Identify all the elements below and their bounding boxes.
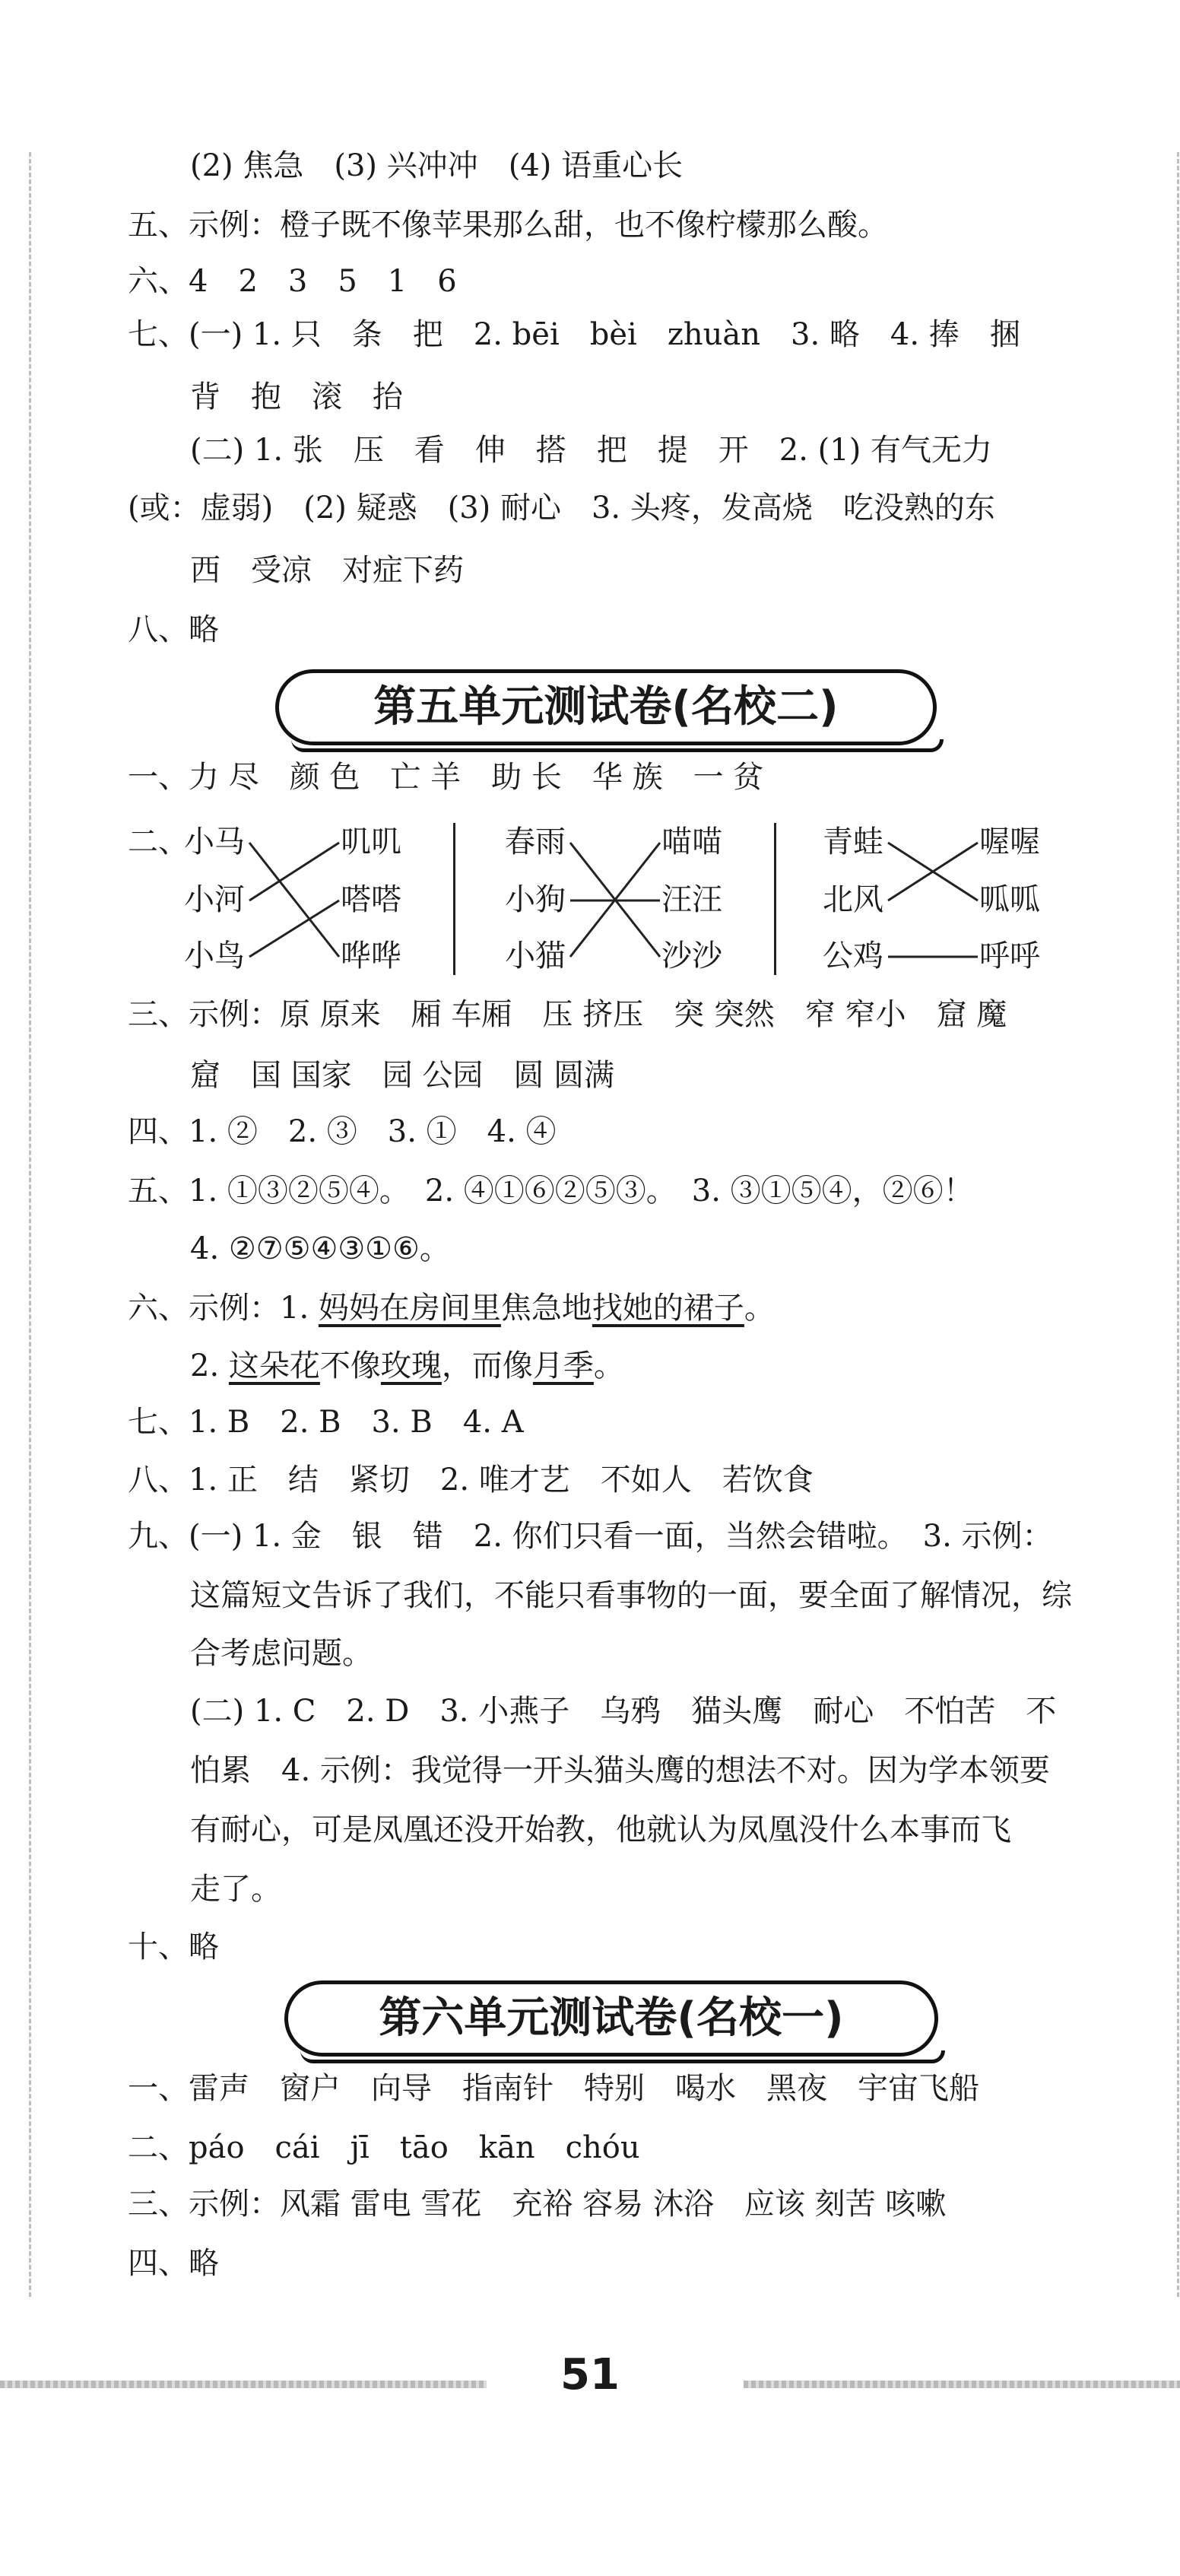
match-right-word: 喔喔 bbox=[979, 824, 1040, 859]
answer-line: 西 受凉 对症下药 bbox=[190, 553, 464, 588]
answer-line: (二) 1. C 2. D 3. 小燕子 乌鸦 猫头鹰 耐心 不怕苦 不 bbox=[190, 1694, 1057, 1729]
match-left-word: 小河 bbox=[184, 882, 245, 917]
match-right-word: 呱呱 bbox=[979, 882, 1040, 917]
answer-line: 4. ②⑦⑤④③①⑥。 bbox=[190, 1231, 450, 1266]
group-divider bbox=[453, 823, 455, 975]
match-left-word: 春雨 bbox=[505, 824, 566, 859]
answer-text: 不像 bbox=[319, 1348, 381, 1383]
answer-line: 七、1. B 2. B 3. B 4. A bbox=[128, 1405, 524, 1440]
answer-text: 。 bbox=[744, 1291, 775, 1326]
section-title-unit6: 第六单元测试卷(名校一) bbox=[284, 1980, 938, 2057]
answer-line: 十、略 bbox=[128, 1930, 219, 1965]
match-left-word: 小狗 bbox=[505, 882, 566, 917]
footer-rule-left bbox=[0, 2381, 487, 2388]
right-dashed-margin bbox=[1177, 152, 1179, 2297]
answer-line: 合考虑问题。 bbox=[190, 1636, 373, 1671]
match-lines-2 bbox=[566, 821, 665, 981]
page-number: 51 bbox=[560, 2350, 620, 2400]
answer-line: 走了。 bbox=[190, 1872, 281, 1907]
answer-line: 五、1. ①③②⑤④。 2. ④①⑥②⑤③。 3. ③①⑤④，②⑥！ bbox=[128, 1174, 974, 1209]
match-right-word: 叽叽 bbox=[341, 824, 401, 859]
answer-line: 六、4 2 3 5 1 6 bbox=[128, 264, 457, 299]
answer-line: 窟 国 国家 园 公园 圆 圆满 bbox=[190, 1058, 615, 1093]
answer-line: 一、雷声 窗户 向导 指南针 特别 喝水 黑夜 宇宙飞船 bbox=[128, 2071, 979, 2106]
answer-text: 焦急地 bbox=[500, 1291, 592, 1326]
match-right-word: 呼呼 bbox=[979, 939, 1040, 974]
footer-rule-right bbox=[744, 2381, 1180, 2388]
underlined-phrase: 找她的裙子 bbox=[592, 1291, 744, 1326]
answer-line: 四、略 bbox=[128, 2246, 219, 2281]
match-right-word: 汪汪 bbox=[661, 882, 722, 917]
answer-line: 背 抱 滚 抬 bbox=[190, 380, 403, 415]
match-lines-3 bbox=[883, 821, 982, 981]
answer-line: 八、1. 正 结 紧切 2. 唯才艺 不如人 若饮食 bbox=[128, 1463, 814, 1498]
underlined-phrase: 玫瑰 bbox=[380, 1348, 442, 1383]
match-left-word: 公鸡 bbox=[823, 939, 883, 974]
answer-text: ，而像 bbox=[441, 1348, 533, 1383]
match-left-word: 小马 bbox=[184, 824, 245, 859]
match-right-word: 喵喵 bbox=[661, 824, 722, 859]
answer-line-underlined bbox=[190, 1345, 1178, 1387]
answer-line: (二) 1. 张 压 看 伸 搭 把 提 开 2. (1) 有气无力 bbox=[190, 433, 993, 468]
answer-line: 这篇短文告诉了我们，不能只看事物的一面，要全面了解情况，综 bbox=[190, 1578, 1072, 1613]
match-lines-1 bbox=[245, 821, 344, 981]
left-dashed-margin bbox=[29, 152, 31, 2297]
answer-line: 八、略 bbox=[128, 612, 219, 647]
section-title-unit5: 第五单元测试卷(名校二) bbox=[275, 669, 937, 745]
match-left-word: 小猫 bbox=[505, 939, 566, 974]
underlined-phrase: 妈妈在房间里 bbox=[318, 1291, 501, 1326]
match-right-word: 嗒嗒 bbox=[341, 882, 401, 917]
answer-line: 二、páo cái jī tāo kān chóu bbox=[128, 2130, 640, 2165]
underlined-phrase: 这朵花 bbox=[228, 1348, 320, 1383]
answer-line-underlined bbox=[128, 1287, 1116, 1329]
answer-line: 一、力 尽 颜 色 亡 羊 助 长 华 族 一 贫 bbox=[128, 760, 764, 795]
answer-line: 怕累 4. 示例：我觉得一开头猫头鹰的想法不对。因为学本领要 bbox=[190, 1753, 1050, 1788]
answer-text: 。 bbox=[593, 1348, 624, 1383]
answer-line: 七、(一) 1. 只 条 把 2. bēi bèi zhuàn 3. 略 4. 捧 捆 bbox=[128, 317, 1020, 352]
answer-line: 四、1. ② 2. ③ 3. ① 4. ④ bbox=[128, 1114, 557, 1149]
match-right-word: 哗哗 bbox=[341, 939, 401, 974]
underlined-phrase: 月季 bbox=[532, 1348, 594, 1383]
answer-line: (2) 焦急 (3) 兴冲冲 (4) 语重心长 bbox=[190, 148, 684, 183]
answer-line: 三、示例：风霜 雷电 雪花 充裕 容易 沐浴 应该 刻苦 咳嗽 bbox=[128, 2187, 947, 2222]
answer-line: (或：虚弱) (2) 疑惑 (3) 耐心 3. 头疼，发高烧 吃没熟的东 bbox=[128, 491, 995, 526]
answer-line: 有耐心，可是凤凰还没开始教，他就认为凤凰没什么本事而飞 bbox=[190, 1812, 1011, 1847]
answer-line: 五、示例：橙子既不像苹果那么甜，也不像柠檬那么酸。 bbox=[128, 208, 888, 243]
match-left-word: 青蛙 bbox=[823, 824, 883, 859]
answer-text: 六、示例：1. bbox=[128, 1291, 319, 1326]
answer-line: 三、示例：原 原来 厢 车厢 压 挤压 突 突然 窄 窄小 窟 魔 bbox=[128, 997, 1007, 1032]
match-left-word: 小鸟 bbox=[184, 939, 245, 974]
match-right-word: 沙沙 bbox=[661, 939, 722, 974]
match-left-word: 北风 bbox=[823, 882, 883, 917]
question-label: 二、 bbox=[128, 824, 189, 859]
group-divider bbox=[774, 823, 776, 975]
answer-text: 2. bbox=[190, 1348, 229, 1383]
answer-line: 九、(一) 1. 金 银 错 2. 你们只看一面，当然会错啦。 3. 示例： bbox=[128, 1519, 1053, 1554]
